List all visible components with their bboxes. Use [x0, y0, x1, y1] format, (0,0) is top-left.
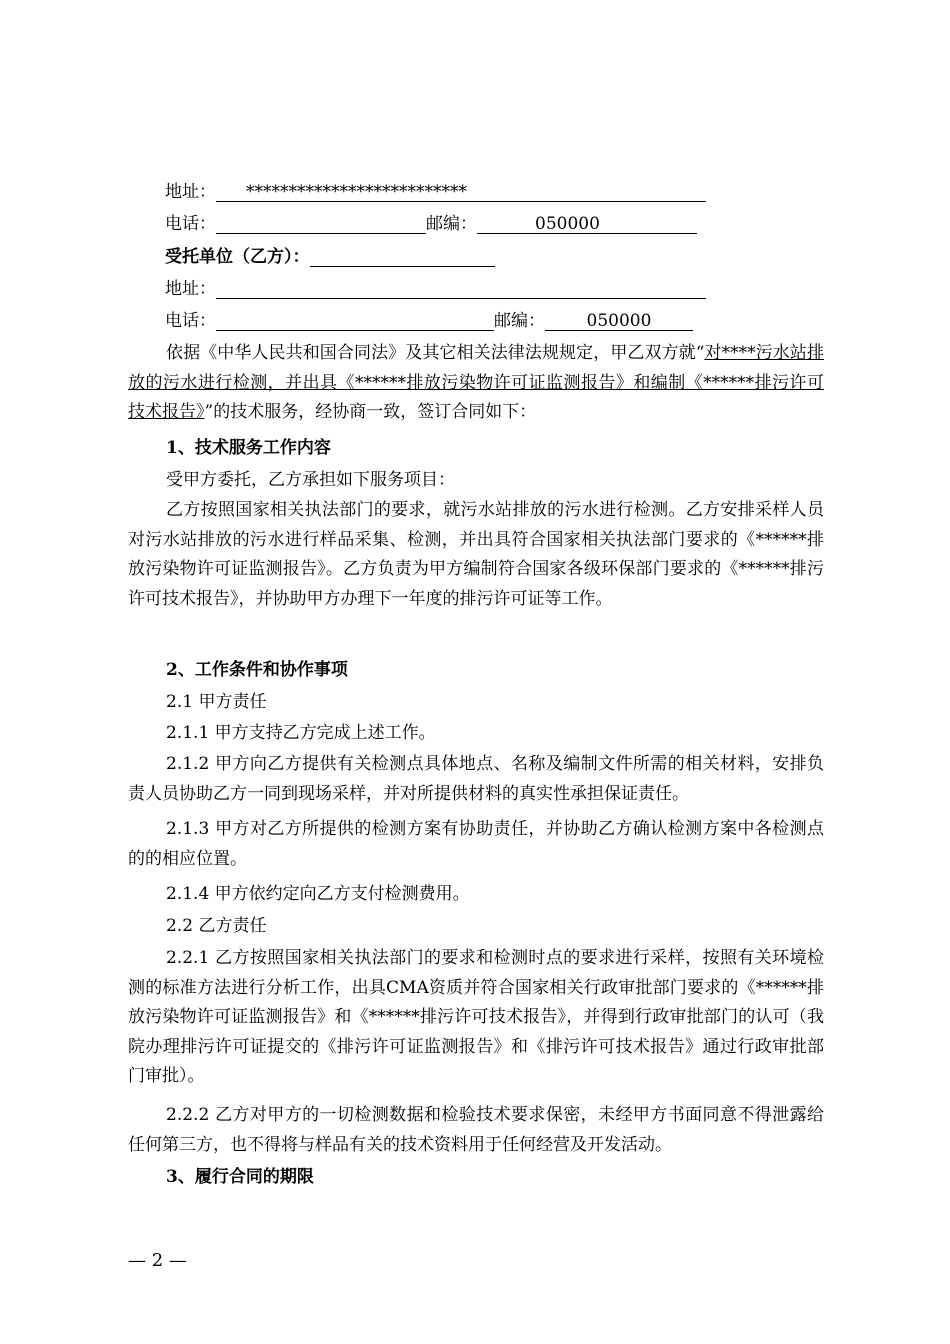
party-b-zip-label: 邮编： [494, 311, 545, 331]
party-b-heading: 受托单位（乙方）： [165, 247, 310, 267]
party-b-phone-field [216, 311, 494, 331]
party-a-zip-field [477, 214, 697, 234]
party-b-address-row [165, 279, 865, 299]
section-2-1-4: 2.1.4 甲方依约定向乙方支付检测费用。 [166, 884, 470, 904]
intro-service-description: 对****污水站排放的污水进行检测，并出具《******排放污染物许可证监测报告》和编制《******排污许可技术报告》 [128, 343, 824, 422]
intro-after: ”的技术服务，经协商一致，签订合同如下： [204, 402, 537, 422]
section-1-title: 1、技术服务工作内容 [166, 438, 331, 458]
party-b-name-field [310, 247, 495, 267]
party-a-address-value: ************************** [246, 182, 467, 202]
party-b-zip-value: 050000 [586, 311, 652, 331]
party-a-address-row [165, 182, 865, 202]
section-2-1-2: 2.1.2 甲方向乙方提供有关检测点具体地点、名称及编制文件所需的相关材料，安排负责人员协助乙方一同到现场采样，并对所提供材料的真实性承担保证责任。 [128, 754, 824, 804]
intro-paragraph [128, 339, 824, 428]
section-1-paragraph-2: 乙方按照国家相关执法部门的要求，就污水站排放的污水进行检测。乙方安排采样人员对污水站排放的污水进行样品采集、检测，并出具符合国家相关执法部门要求的《******排放污染物许可证监测报告》。乙方负责为甲方编制符合国家各级环保部门要求的《******排污许可技术报告》，并协助甲方办理下一年度的排污许可证等工作。 [128, 500, 824, 609]
party-b-address-field [216, 279, 706, 299]
party-a-phone-field [216, 214, 426, 234]
party-a-zip-value: 050000 [535, 214, 600, 234]
section-2-2-heading: 2.2 乙方责任 [166, 916, 267, 936]
section-2-2-1: 2.2.1 乙方按照国家相关执法部门的要求和检测时点的要求进行采样，按照有关环境检测的标准方法进行分析工作，出具CMA资质并符合国家相关行政审批部门要求的《******排放污染物许可证监测报告》和《******排污许可技术报告》，并得到行政审批部门的认可（我院办理排污许可证提交的《排污许可证监测报告》和《排污许可技术报告》通过行政审批部门审批）。 [128, 948, 824, 1086]
party-a-phone-label: 电话： [165, 214, 216, 234]
page-number: — 2 — [128, 1250, 187, 1271]
party-a-address-label: 地址： [165, 182, 216, 202]
party-a-zip-label: 邮编： [426, 214, 477, 234]
party-b-zip-field [545, 311, 693, 331]
party-b-heading-row [165, 247, 865, 267]
section-3-title: 3、履行合同的期限 [166, 1167, 314, 1187]
party-a-phone-row [165, 214, 865, 234]
party-b-phone-row [165, 311, 865, 331]
party-a-address-field [216, 182, 706, 202]
party-b-address-label: 地址： [165, 279, 216, 299]
party-b-phone-label: 电话： [165, 311, 216, 331]
section-2-1-heading: 2.1 甲方责任 [166, 692, 267, 712]
section-1-paragraph-1: 受甲方委托，乙方承担如下服务项目： [166, 470, 455, 490]
section-2-1-1: 2.1.1 甲方支持乙方完成上述工作。 [166, 723, 436, 743]
section-2-title: 2、工作条件和协作事项 [166, 660, 348, 680]
section-2-1-3: 2.1.3 甲方对乙方所提供的检测方案有协助责任，并协助乙方确认检测方案中各检测点的的相应位置。 [128, 819, 824, 869]
section-2-2-2: 2.2.2 乙方对甲方的一切检测数据和检验技术要求保密，未经甲方书面同意不得泄露给任何第三方，也不得将与样品有关的技术资料用于任何经营及开发活动。 [128, 1105, 824, 1155]
intro-before: 依据《中华人民共和国合同法》及其它相关法律法规规定，甲乙双方就“ [166, 343, 705, 363]
